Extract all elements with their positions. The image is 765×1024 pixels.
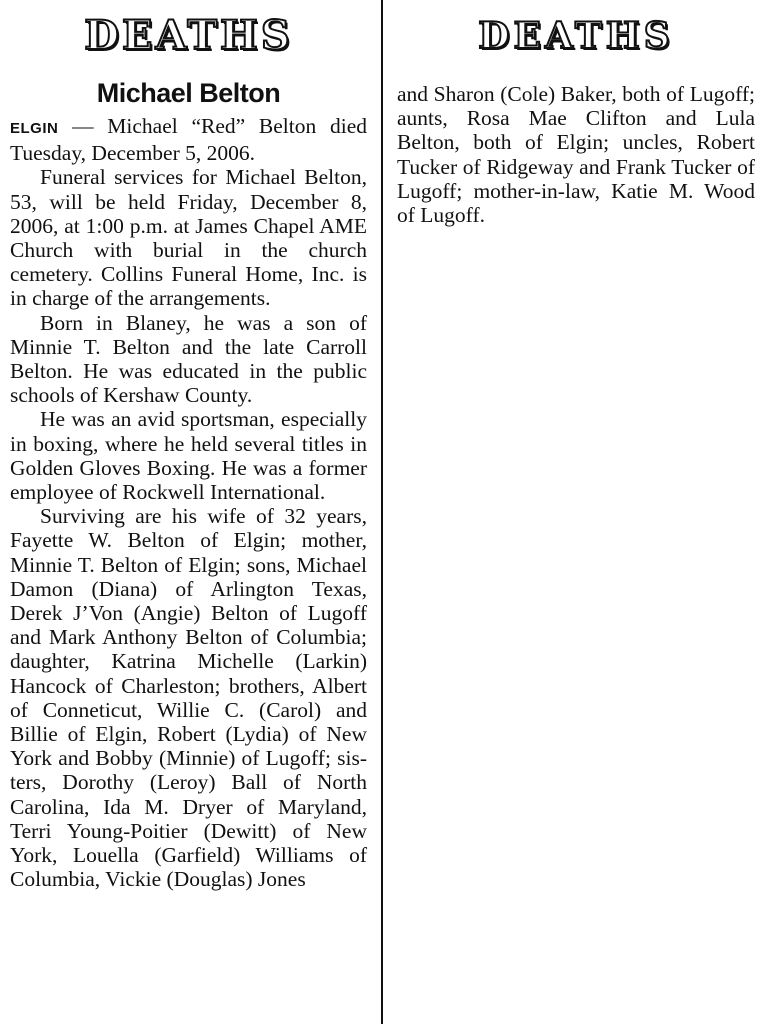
career-paragraph: He was an avid sportsman, especially in boxing, where he held several titles in Golden Gloves Boxing. He was a former employee of Rockwell International.	[10, 407, 367, 505]
dateline: ELGIN	[10, 120, 59, 137]
section-heading: DEATHS	[84, 12, 293, 59]
obituary-name: Michael Belton	[96, 78, 281, 108]
survivors-paragraph: Surviving are his wife of 32 years, Fayette W. Belton of Elgin; mother, Minnie T. Belton of Elgin; sons, Michael Damon (Diana) of Arlington Texas, Derek J’Von (Angie) Belton of Lugoff and Mark Anthony Belton of Columbia; daughter, Katrina Michelle (Larkin) Hancock of Charleston; brothers, Albert of Conneticut, Willie C. (Carol) and Billie of Elgin, Robert (Lydia) of New York and Bobby (Minnie) of Lugoff; sisters, Dorothy (Leroy) Ball of North Carolina, Ida M. Dryer of Maryland, Terri Young-Poitier (Dewitt) of New York, Louella (Garfield) Williams of Columbia, Vickie (Douglas) Jones	[10, 504, 367, 892]
left-column	[0, 0, 382, 1024]
continuation-paragraph: and Sharon (Cole) Baker, both of Lugoff; aunts, Rosa Mae Clifton and Lula Belton, both of Elgin; uncles, Robert Tucker of Ridgeway and Frank Tucker of Lugoff; mother-in-law, Katie M. Wood of Lugoff.	[397, 82, 755, 228]
biography-paragraph: Born in Blaney, he was a son of Minnie T. Belton and the late Carroll Belton. He was educated in the public schools of Kershaw County.	[10, 310, 367, 408]
right-column	[384, 0, 765, 1024]
funeral-paragraph: Funeral services for Michael Belton, 53, will be held Friday, December 8, 2006, at 1:00 p.m. at James Chapel AME Church with burial in the church cemetery. Collins Funeral Home, Inc. is in charge of the arrangements.	[10, 165, 367, 311]
section-heading-continued: DEATHS	[478, 15, 674, 57]
lead-paragraph	[10, 114, 367, 165]
lead-text: — Michael “Red” Belton died Tuesday, December 5, 2006.	[10, 114, 367, 166]
